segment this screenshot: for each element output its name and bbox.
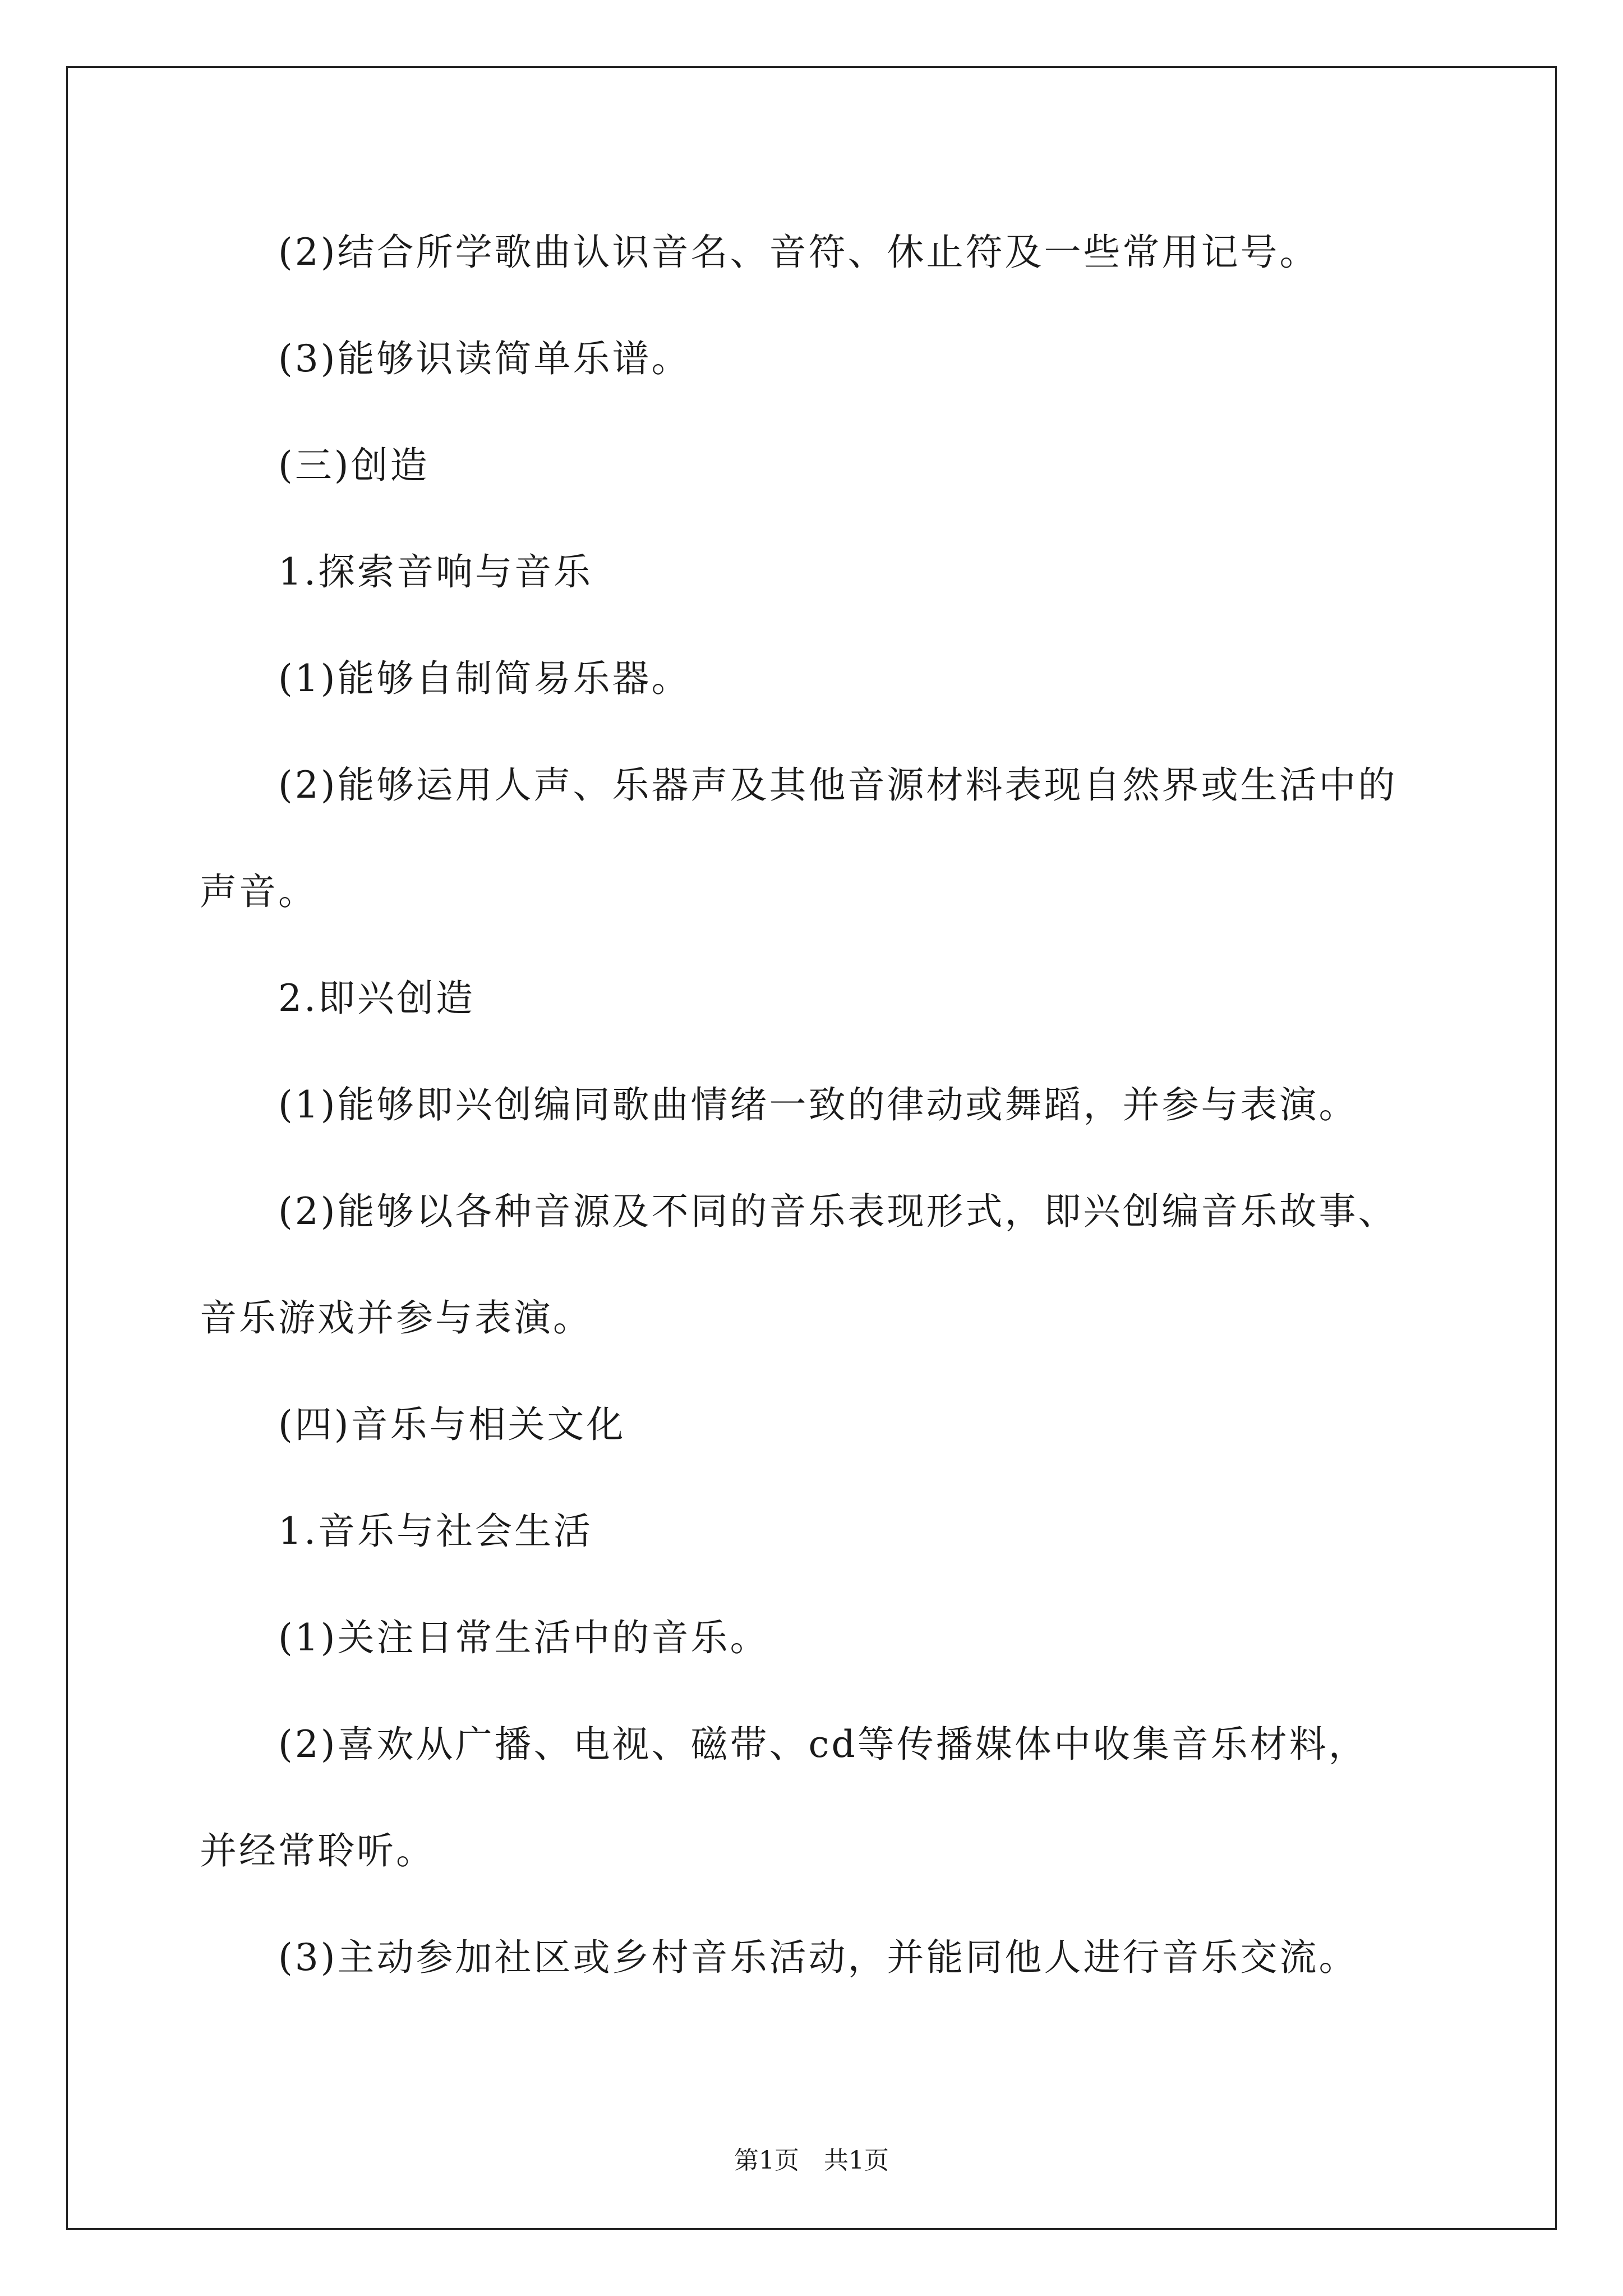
- paragraph: (3)能够识读简单乐谱。: [278, 337, 691, 380]
- paragraph: (2)结合所学歌曲认识音名、音符、休止符及一些常用记号。: [278, 231, 1319, 274]
- section-heading: (三)创造: [278, 444, 430, 487]
- paragraph: (3)主动参加社区或乡村音乐活动，并能同他人进行音乐交流。: [278, 1936, 1358, 1979]
- paragraph: (1)能够自制简易乐器。: [278, 657, 691, 700]
- subsection-heading: 1.探索音响与音乐: [278, 550, 593, 593]
- section-heading: (四)音乐与相关文化: [278, 1403, 626, 1446]
- paragraph: (2)喜欢从广播、电视、磁带、cd等传播媒体中收集音乐材料，: [278, 1723, 1368, 1766]
- paragraph: (1)关注日常生活中的音乐。: [278, 1616, 769, 1659]
- paragraph: (2)能够以各种音源及不同的音乐表现形式，即兴创编音乐故事、: [278, 1190, 1398, 1233]
- paragraph-continuation: 音乐游戏并参与表演。: [200, 1296, 592, 1340]
- paragraph-continuation: 声音。: [200, 870, 317, 913]
- page-footer: 第1页 共1页: [734, 2146, 889, 2175]
- subsection-heading: 1.音乐与社会生活: [278, 1510, 593, 1553]
- paragraph-continuation: 并经常聆听。: [200, 1829, 435, 1872]
- paragraph: (1)能够即兴创编同歌曲情绪一致的律动或舞蹈，并参与表演。: [278, 1083, 1358, 1126]
- paragraph: (2)能够运用人声、乐器声及其他音源材料表现自然界或生活中的: [278, 763, 1398, 807]
- subsection-heading: 2.即兴创造: [278, 977, 475, 1020]
